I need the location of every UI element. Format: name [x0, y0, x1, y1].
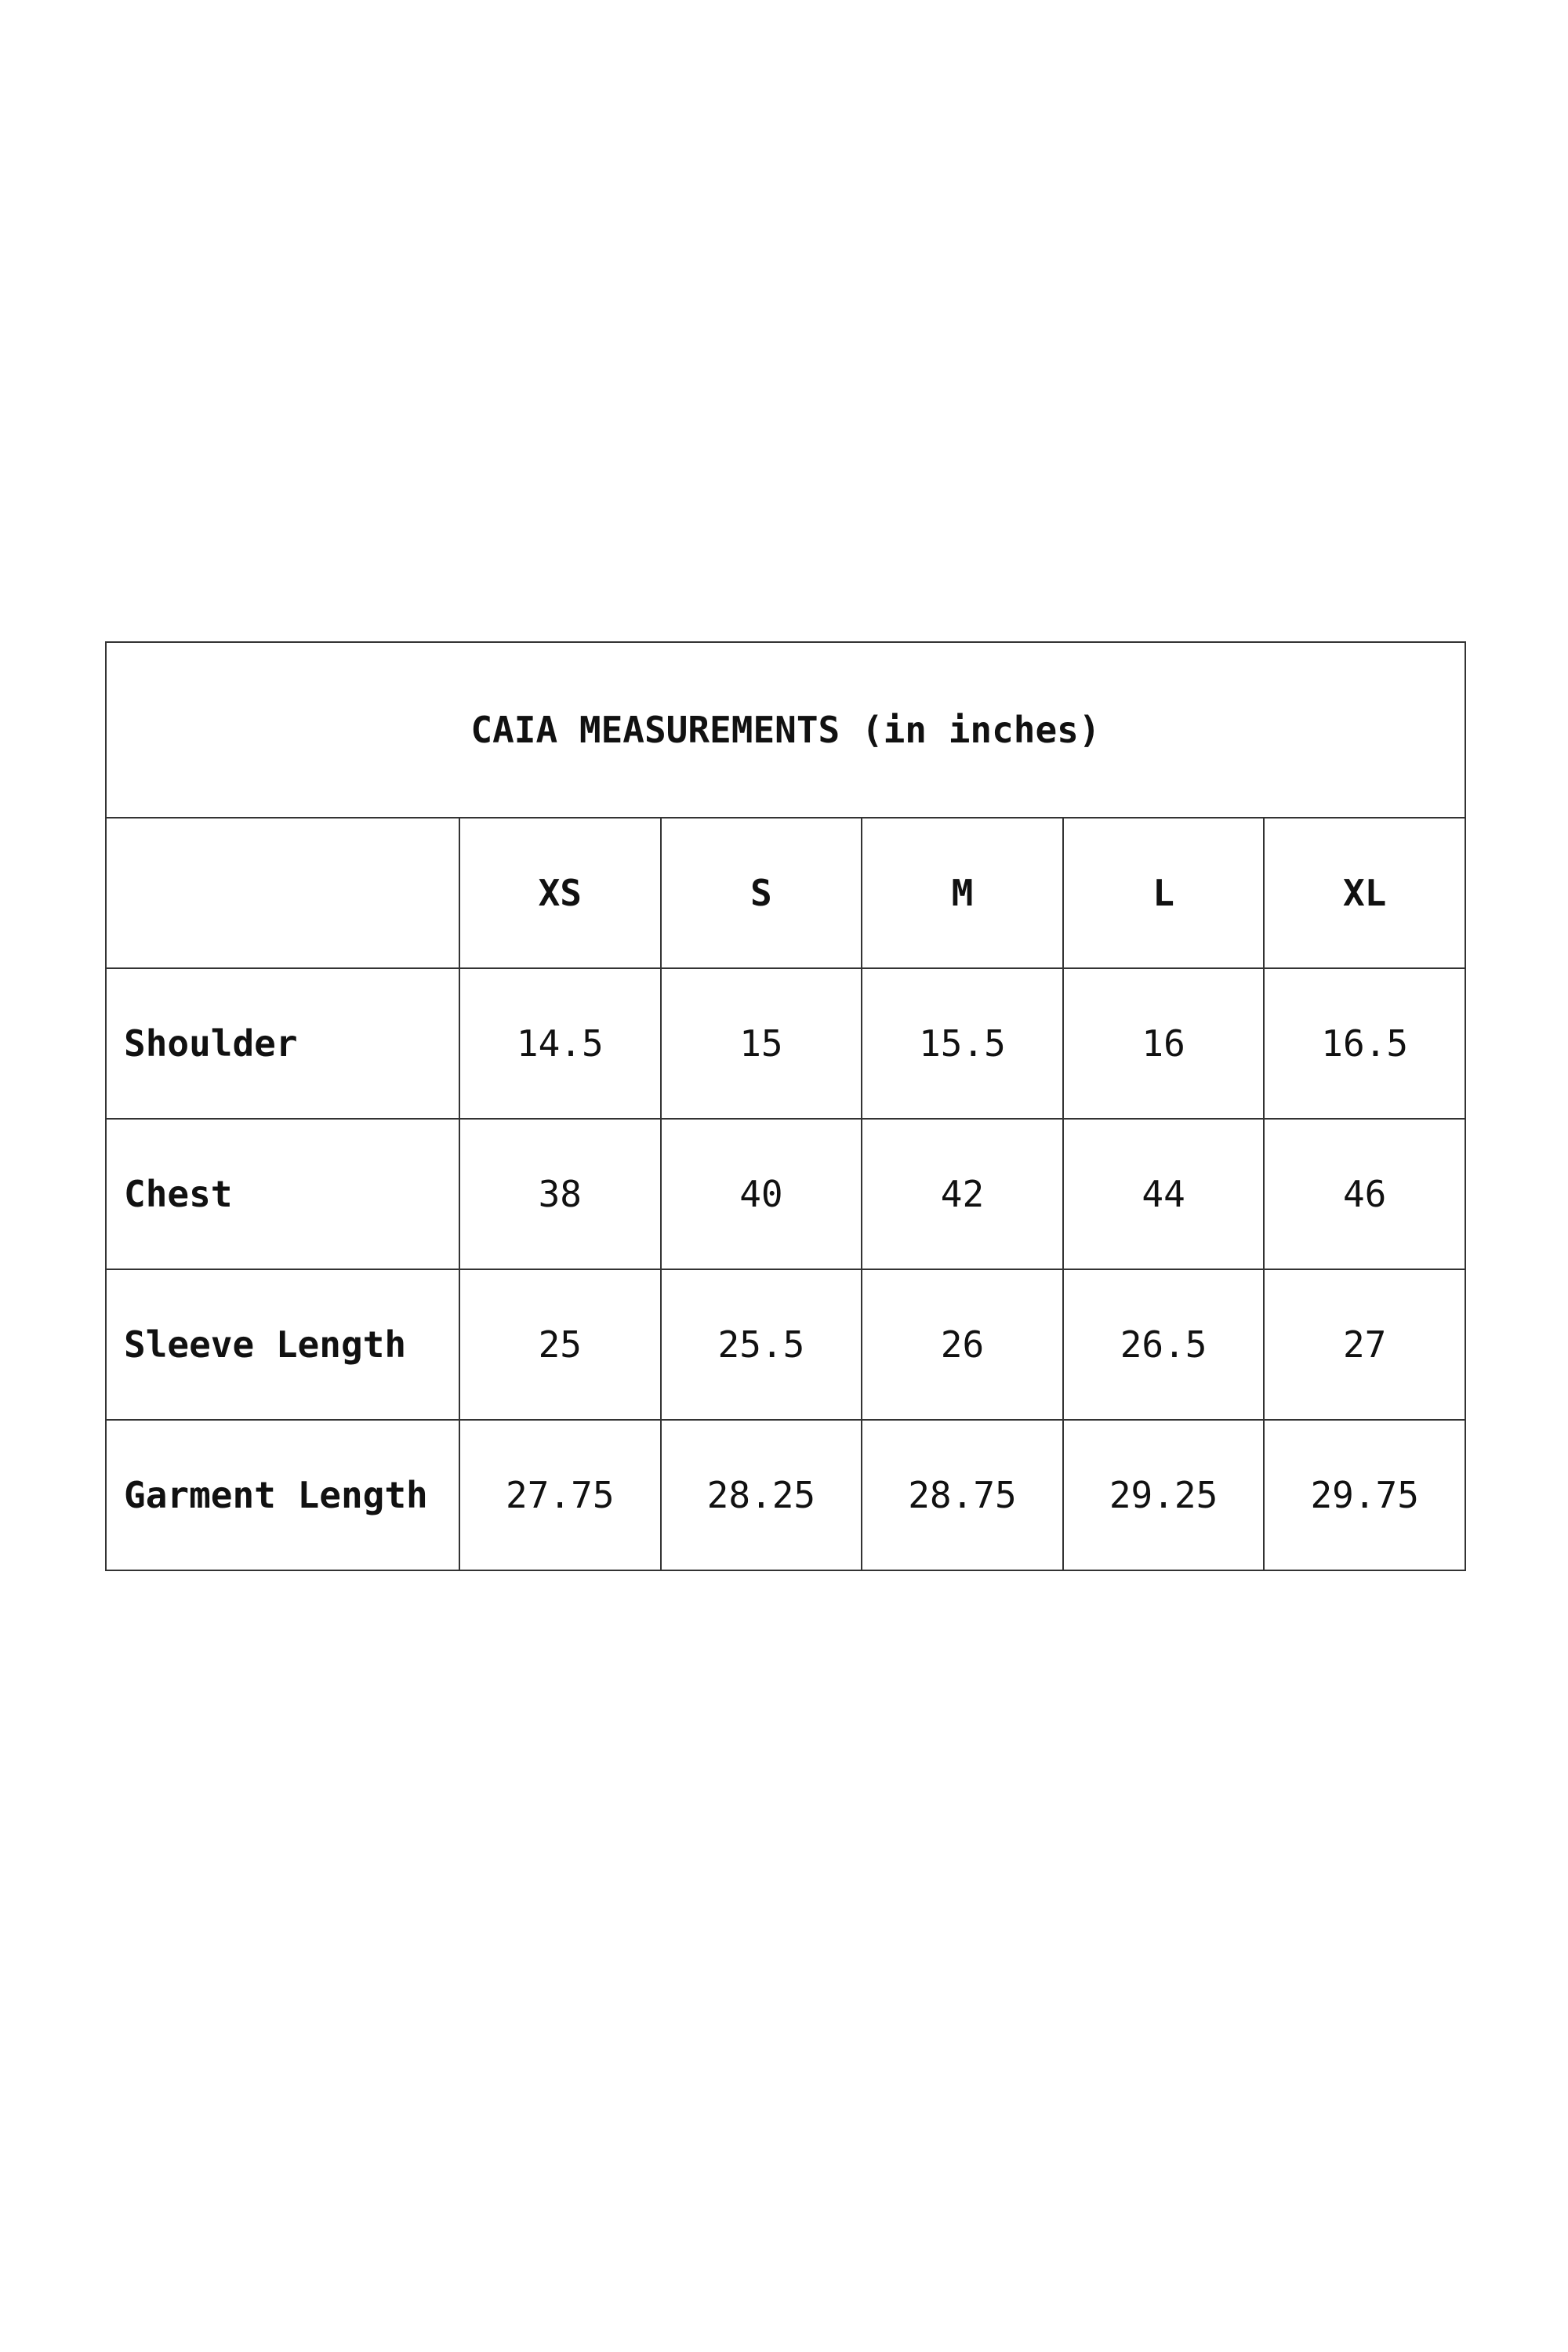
- cell-chest-s: 40: [661, 1119, 862, 1269]
- row-label-sleeve-length: Sleeve Length: [106, 1269, 459, 1420]
- table-row-garment-length: [106, 1420, 1465, 1570]
- cell-garment-length-xs: 27.75: [459, 1420, 661, 1570]
- size-header-xl: XL: [1264, 818, 1465, 968]
- cell-garment-length-l: 29.25: [1063, 1420, 1265, 1570]
- cell-shoulder-m: 15.5: [862, 968, 1063, 1119]
- corner-cell: [106, 818, 459, 968]
- cell-shoulder-xl: 16.5: [1264, 968, 1465, 1119]
- table-row-chest: [106, 1119, 1465, 1269]
- cell-garment-length-xl: 29.75: [1264, 1420, 1465, 1570]
- cell-shoulder-xs: 14.5: [459, 968, 661, 1119]
- cell-sleeve-length-xl: 27: [1264, 1269, 1465, 1420]
- cell-chest-xs: 38: [459, 1119, 661, 1269]
- size-header-l: L: [1063, 818, 1265, 968]
- cell-garment-length-m: 28.75: [862, 1420, 1063, 1570]
- cell-chest-xl: 46: [1264, 1119, 1465, 1269]
- cell-chest-l: 44: [1063, 1119, 1265, 1269]
- cell-sleeve-length-xs: 25: [459, 1269, 661, 1420]
- measurements-table: [105, 641, 1466, 1571]
- size-header-row: [106, 818, 1465, 968]
- cell-chest-m: 42: [862, 1119, 1063, 1269]
- table-title: CAIA MEASUREMENTS (in inches): [106, 642, 1465, 818]
- table-row-sleeve-length: [106, 1269, 1465, 1420]
- cell-sleeve-length-m: 26: [862, 1269, 1063, 1420]
- cell-shoulder-s: 15: [661, 968, 862, 1119]
- row-label-shoulder: Shoulder: [106, 968, 459, 1119]
- cell-sleeve-length-s: 25.5: [661, 1269, 862, 1420]
- table-row-shoulder: [106, 968, 1465, 1119]
- cell-shoulder-l: 16: [1063, 968, 1265, 1119]
- row-label-chest: Chest: [106, 1119, 459, 1269]
- size-header-m: M: [862, 818, 1063, 968]
- size-header-s: S: [661, 818, 862, 968]
- cell-sleeve-length-l: 26.5: [1063, 1269, 1265, 1420]
- row-label-garment-length: Garment Length: [106, 1420, 459, 1570]
- title-row: [106, 642, 1465, 818]
- size-header-xs: XS: [459, 818, 661, 968]
- cell-garment-length-s: 28.25: [661, 1420, 862, 1570]
